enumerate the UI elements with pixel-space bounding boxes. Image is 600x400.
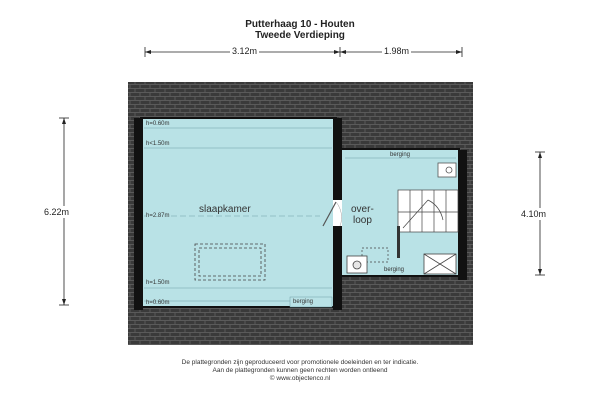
boiler (347, 256, 367, 273)
room-label-berging-bottom-right: berging (384, 267, 405, 273)
footer-rights: Aan de plattegronden kunnen geen rechten worden ontleend (212, 367, 388, 374)
room-label-berging-bottom-left: berging (293, 299, 314, 305)
footer-copyright: © www.objectenco.nl (269, 375, 331, 382)
room-label-overloop-1: over- (351, 204, 374, 215)
sink (438, 163, 456, 177)
room-label-berging-top: berging (390, 152, 411, 158)
plan-subtitle: Tweede Verdieping (255, 30, 345, 41)
staircase (398, 190, 458, 232)
room-label-slaapkamer: slaapkamer (199, 204, 251, 215)
footer-disclaimer: De plattegronden zijn geproduceerd voor promotionele doeleinden en ter indicatie. (181, 359, 419, 366)
plan-title: Putterhaag 10 - Houten (245, 19, 355, 30)
overloop-wall-right (458, 150, 467, 280)
slaapkamer-wall-left (134, 118, 143, 310)
height-mark-2: h<1.50m (146, 141, 170, 147)
dim-width-left: 3.12m (232, 46, 258, 56)
stair-rail (397, 226, 400, 258)
height-mark-3: h=2.87m (146, 213, 170, 219)
height-mark-1: h=0.60m (146, 121, 170, 127)
height-mark-4: h=1.50m (146, 280, 170, 286)
dim-height-right: 4.10m (521, 209, 547, 219)
washing-machine (424, 254, 456, 274)
dim-height-left: 6.22m (44, 207, 70, 217)
room-label-overloop-2: loop (353, 215, 372, 226)
dim-width-right: 1.98m (384, 46, 410, 56)
height-mark-5: h=0.60m (146, 300, 170, 306)
